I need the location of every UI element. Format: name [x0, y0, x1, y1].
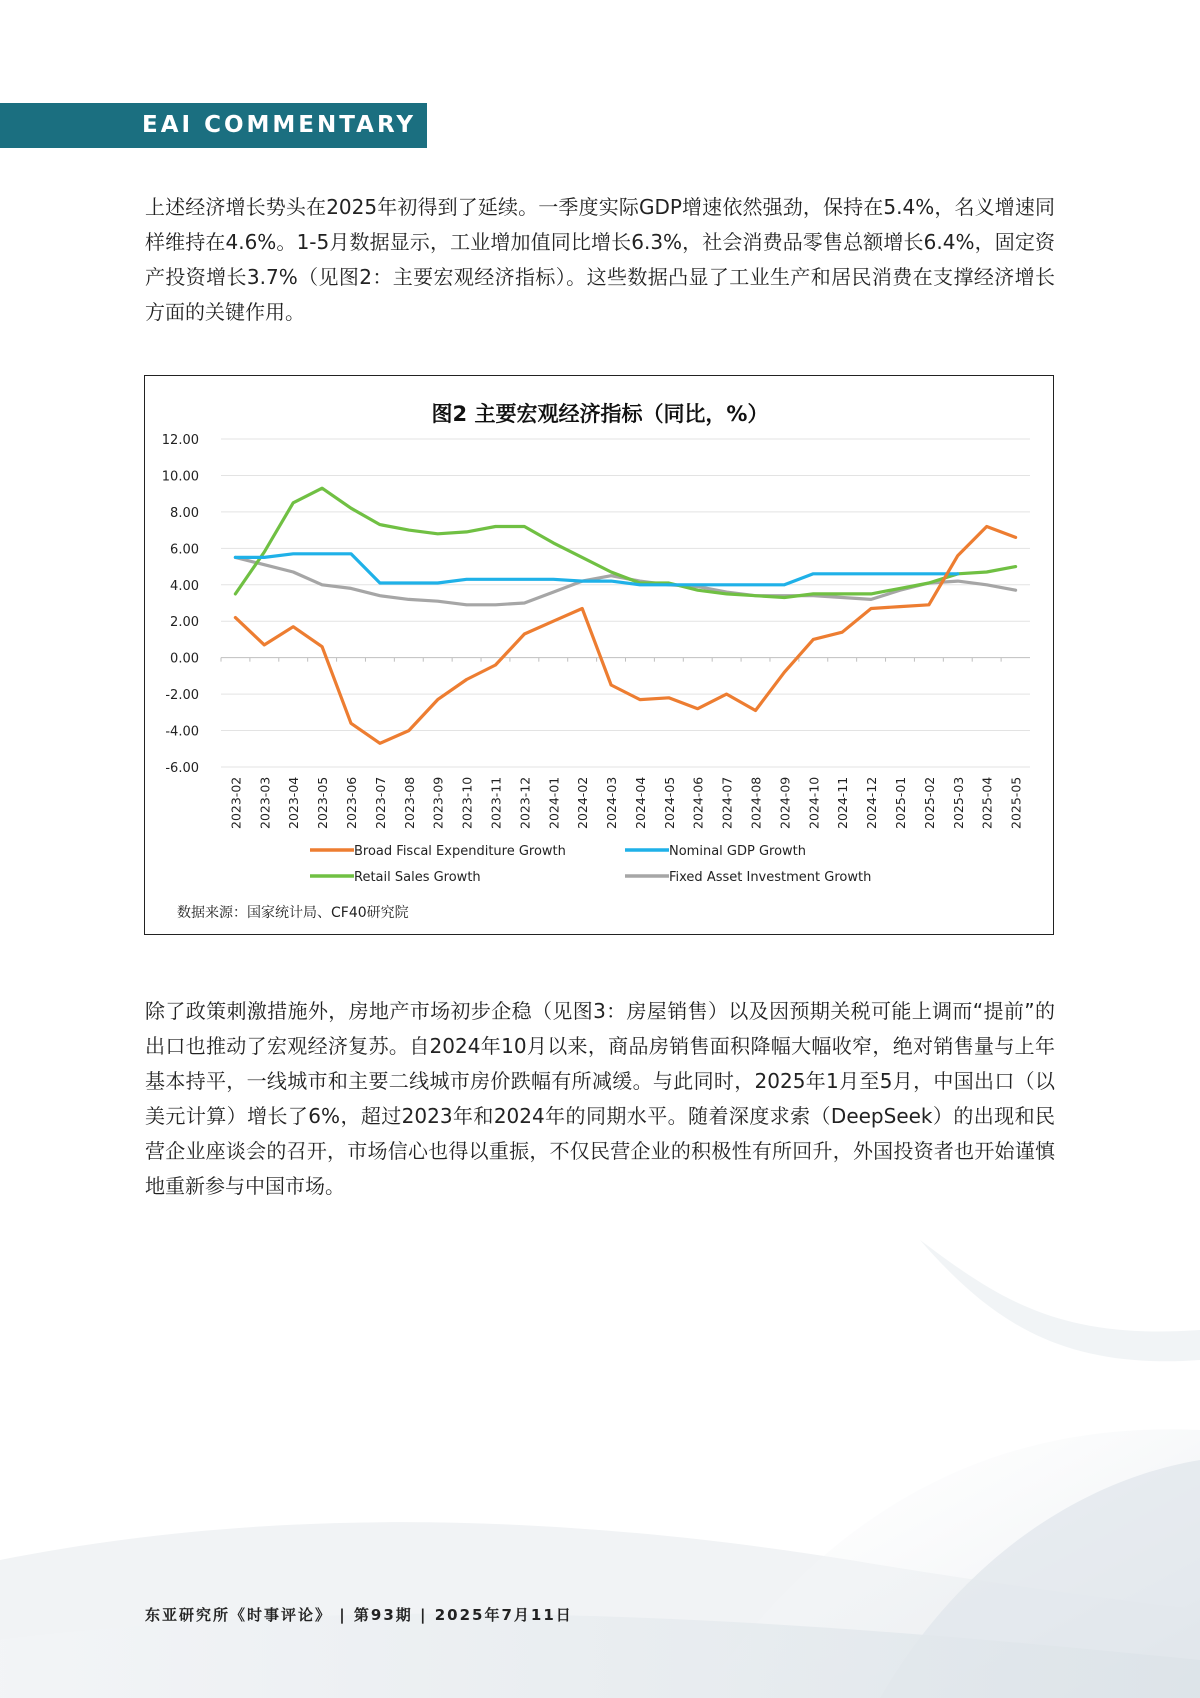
x-tick-label: 2023-02 — [228, 776, 244, 829]
x-tick-label: 2025-01 — [892, 776, 908, 829]
x-tick-label: 2023-05 — [315, 776, 331, 829]
chart-source: 数据来源：国家统计局、CF40研究院 — [177, 905, 409, 921]
x-tick-label: 2023-10 — [459, 776, 475, 829]
x-tick-label: 2024-09 — [777, 776, 793, 829]
chart-gridlines — [221, 439, 1030, 767]
x-tick-label: 2024-10 — [806, 776, 822, 829]
x-tick-label: 2023-04 — [286, 776, 302, 829]
x-tick-label: 2025-05 — [1008, 776, 1024, 829]
intro-paragraph: 上述经济增长势头在2025年初得到了延续。一季度实际GDP增速依然强劲，保持在5.4%，名义增速同样维持在4.6%。1-5月数据显示，工业增加值同比增长6.3%，社会消费品零售总额增长6.4%，固定资产投资增长3.7%（见图2：主要宏观经济指标）。这些数据凸显了工业生产和居民消费在支撑经济增长方面的关键作用。 — [145, 195, 1055, 324]
legend-label: Fixed Asset Investment Growth — [669, 870, 872, 885]
legend-label: Nominal GDP Growth — [669, 844, 807, 859]
x-tick-label: 2024-03 — [604, 776, 620, 829]
x-tick-label: 2024-02 — [575, 776, 591, 829]
chart-y-axis — [162, 433, 199, 776]
series-line-2 — [235, 488, 1015, 597]
x-tick-label: 2024-04 — [632, 776, 648, 829]
x-tick-label: 2024-05 — [661, 776, 677, 829]
y-tick-label: 10.00 — [161, 469, 199, 485]
x-tick-label: 2023-12 — [517, 776, 533, 829]
x-tick-label: 2023-07 — [372, 776, 388, 829]
chart-x-axis — [221, 658, 1024, 829]
y-tick-label: 0.00 — [170, 651, 199, 667]
y-tick-label: 4.00 — [170, 578, 199, 594]
y-tick-label: -2.00 — [165, 688, 199, 704]
series-line-1 — [235, 554, 957, 585]
macro-indicators-chart — [144, 375, 1054, 935]
x-tick-label: 2024-08 — [748, 776, 764, 829]
y-tick-label: 2.00 — [170, 615, 199, 631]
y-tick-label: -6.00 — [165, 761, 199, 776]
recovery-paragraph: 除了政策刺激措施外，房地产市场初步企稳（见图3：房屋销售）以及因预期关税可能上调而“提前”的出口也推动了宏观经济复苏。自2024年10月以来，商品房销售面积降幅大幅收窄，绝对销售量与上年基本持平，一线城市和主要二线城市房价跌幅有所减缓。与此同时，2025年1月至5月，中国出口（以美元计算）增长了6%，超过2023年和2024年的同期水平。随着深度求索（DeepSeek）的出现和民营企业座谈会的召开，市场信心也得以重振，不仅民营企业的积极性有所回升，外国投资者也开始谨慎地重新参与中国市场。 — [145, 999, 1055, 1198]
x-tick-label: 2024-01 — [546, 776, 562, 829]
header-label: EAI COMMENTARY — [142, 112, 417, 138]
chart-title: 图2 主要宏观经济指标（同比，%） — [431, 402, 769, 426]
header-band — [0, 103, 427, 148]
y-tick-label: 6.00 — [170, 542, 199, 558]
series-line-0 — [235, 527, 1015, 744]
x-tick-label: 2024-06 — [690, 776, 706, 829]
x-tick-label: 2025-02 — [921, 776, 937, 829]
chart-series — [235, 488, 1015, 743]
x-tick-label: 2024-07 — [719, 776, 735, 829]
legend-label: Retail Sales Growth — [354, 870, 481, 885]
x-tick-label: 2023-06 — [344, 776, 360, 829]
x-tick-label: 2023-08 — [401, 776, 417, 829]
x-tick-label: 2024-12 — [864, 776, 880, 829]
x-tick-label: 2023-11 — [488, 776, 504, 829]
x-tick-label: 2023-09 — [430, 776, 446, 829]
x-tick-label: 2023-03 — [257, 776, 273, 829]
chart-legend — [310, 844, 871, 885]
x-tick-label: 2025-04 — [979, 776, 995, 829]
y-tick-label: 12.00 — [161, 433, 199, 448]
footer-citation: 东亚研究所《时事评论》 | 第93期 | 2025年7月11日 — [145, 1606, 573, 1624]
x-tick-label: 2024-11 — [835, 776, 851, 829]
y-tick-label: 8.00 — [170, 505, 199, 521]
x-tick-label: 2025-03 — [950, 776, 966, 829]
y-tick-label: -4.00 — [165, 724, 199, 740]
legend-label: Broad Fiscal Expenditure Growth — [354, 844, 566, 859]
series-line-3 — [235, 557, 1015, 604]
